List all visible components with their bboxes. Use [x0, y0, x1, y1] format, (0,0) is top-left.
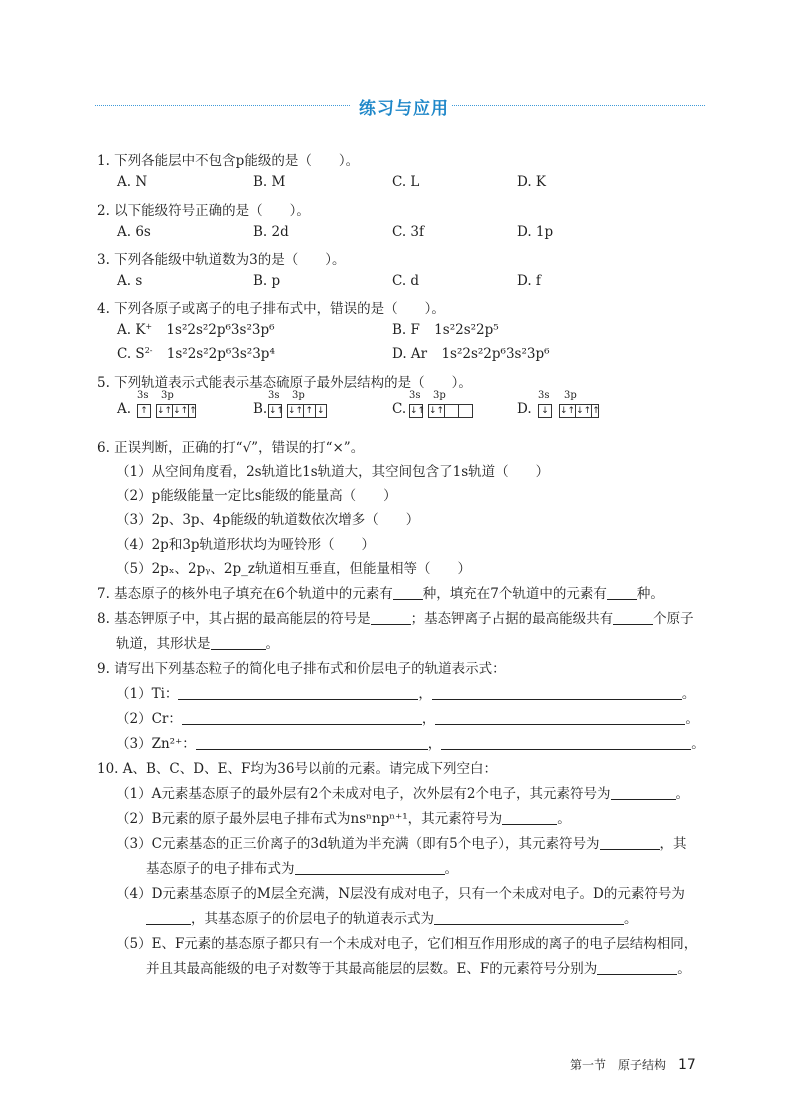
q3-option-c: C. d — [392, 273, 420, 289]
q5-a-3s-label: 3s — [137, 390, 149, 401]
q5-option-a-label: A. — [117, 401, 132, 417]
q10-item-1 — [116, 782, 689, 802]
q5-c-3s-box — [409, 404, 426, 418]
q7-text-1: 7. 基态原子的核外电子填充在6个轨道中的元素有 — [97, 586, 393, 602]
question-8-line-2 — [116, 632, 279, 652]
header-divider-left — [95, 105, 350, 106]
q7-text-2: 种，填充在7个轨道中的元素有 — [422, 586, 607, 602]
header-divider-right — [452, 105, 705, 106]
q7-text-3: 种。 — [636, 586, 664, 602]
q5-b-3p-label: 3p — [292, 390, 305, 401]
q7-blank-1 — [393, 587, 423, 600]
q5-option-b-label: B. — [253, 401, 268, 417]
question-4-stem: 4. 下列各原子或离子的电子排布式中，错误的是（ ）。 — [97, 301, 445, 317]
q9-item-2-blank-1 — [182, 712, 422, 725]
q8-blank-1 — [371, 612, 411, 625]
q9-item-2-label: （2）Cr： — [116, 711, 182, 727]
q9-item-2-comma: ， — [421, 711, 436, 727]
q10-item-5-end: 。 — [677, 961, 691, 977]
q5-c-p-orbital-1: ↓↑ — [429, 406, 445, 416]
q1-option-c: C. L — [392, 174, 420, 190]
q10-item-3-blank-1 — [600, 837, 660, 850]
q4-c-config: 1s²2s²2p⁶3s²3p⁴ — [166, 346, 275, 362]
question-3-stem: 3. 下列各能级中轨道数为3的是（ ）。 — [97, 252, 346, 268]
q6-item-1: （1）从空间角度看，2s轨道比1s轨道大，其空间包含了1s轨道（ ） — [116, 464, 550, 480]
q1-option-a: A. N — [117, 174, 148, 190]
q5-c-p-orbital-2 — [445, 405, 459, 417]
q5-c-3p-label: 3p — [433, 390, 446, 401]
section-header — [95, 94, 705, 119]
q6-item-4: （4）2p和3p轨道形状均为哑铃形（ ） — [116, 537, 376, 553]
question-10-stem: 10. A、B、C、D、E、F均为36号以前的元素。请完成下列空白： — [97, 761, 497, 777]
question-9-stem: 9. 请写出下列基态粒子的简化电子排布式和价层电子的轨道表示式： — [97, 661, 506, 677]
q8-text-5: 。 — [265, 636, 279, 652]
q9-item-3 — [116, 732, 705, 752]
q8-text-2: ；基态钾离子占据的最高能级共有 — [410, 611, 614, 627]
q4-c-charge: 2- — [144, 346, 153, 355]
q9-item-3-comma: ， — [427, 736, 442, 752]
q5-c-3s-label: 3s — [409, 390, 421, 401]
q5-c-s-orbital: ↓↑ — [410, 406, 426, 416]
q2-option-d: D. 1p — [517, 224, 554, 240]
q4-d-config: 1s²2s²2p⁶3s²3p⁶ — [441, 346, 550, 362]
q10-item-5-line-2 — [146, 957, 691, 977]
q5-b-p-orbital-2: ↑ — [304, 405, 315, 417]
q5-b-3s-box — [268, 404, 285, 418]
q4-c-label: C. S — [117, 346, 145, 362]
q10-item-2 — [116, 807, 571, 827]
q4-option-a — [117, 322, 275, 338]
q9-item-1-blank-1 — [178, 687, 418, 700]
q9-item-1 — [116, 682, 695, 702]
q4-b-config: 1s²2s²2p⁵ — [434, 322, 499, 338]
q3-option-d: D. f — [517, 273, 541, 289]
q10-item-4-end: 。 — [624, 911, 638, 927]
q5-d-3p-box — [559, 404, 599, 418]
q9-item-3-label: （3）Zn²⁺： — [116, 736, 196, 752]
q4-b-label: B. F — [392, 322, 420, 338]
q10-item-5-text-2: 并且其最高能级的电子对数等于其最高能层的层数。E、F的元素符号分别为 — [146, 961, 598, 977]
q10-item-4-line-1: （4）D元素基态原子的M层全充满，N层没有成对电子，只有一个未成对电子。D的元素符号为 — [116, 886, 685, 902]
q5-d-p-orbital-3: ↑ — [592, 406, 600, 416]
q4-a-config: 1s²2s²2p⁶3s²3p⁶ — [166, 322, 275, 338]
q4-option-b — [392, 322, 499, 338]
q10-item-3-end: 。 — [444, 861, 458, 877]
question-8-line-1 — [97, 607, 694, 627]
q9-item-2-blank-2 — [435, 712, 685, 725]
q3-option-b: B. p — [253, 273, 281, 289]
q5-d-3s-label: 3s — [538, 390, 550, 401]
q10-item-2-end: 。 — [557, 811, 571, 827]
q10-item-1-end: 。 — [675, 786, 690, 802]
q10-item-2-blank — [502, 812, 557, 825]
q5-b-3s-label: 3s — [268, 390, 280, 401]
q10-item-2-text: （2）B元素的原子最外层电子排布式为nsⁿnpⁿ⁺¹，其元素符号为 — [116, 811, 503, 827]
section-title: 练习与应用 — [359, 99, 449, 119]
q10-item-4-line-2 — [146, 907, 638, 927]
q9-item-3-end: 。 — [691, 736, 705, 752]
q10-item-3-line-2 — [146, 857, 458, 877]
q5-d-p-orbital-1: ↓↑ — [560, 406, 576, 416]
q9-item-2 — [116, 707, 699, 727]
q9-item-3-blank-1 — [196, 737, 428, 750]
question-5-stem: 5. 下列轨道表示式能表示基态硫原子最外层结构的是（ ）。 — [97, 375, 472, 391]
q10-item-3-blank-2 — [295, 862, 445, 875]
q9-item-1-comma: ， — [418, 686, 432, 702]
q10-item-3-text: （3）C元素基态的正三价离子的3d轨道为半充满（即有5个电子），其元素符号为 — [116, 836, 600, 852]
question-1-stem: 1. 下列各能层中不包含p能级的是（ ）。 — [97, 153, 360, 169]
q8-blank-2 — [613, 612, 653, 625]
q5-b-s-orbital: ↓↑ — [269, 406, 285, 416]
q8-blank-3 — [211, 637, 266, 650]
q4-a-charge: + — [145, 322, 153, 331]
q5-c-3p-box — [428, 404, 473, 418]
q5-a-s-orbital: ↑ — [140, 406, 148, 416]
q6-item-3: （3）2p、3p、4p能级的轨道数依次增多（ ） — [116, 512, 420, 528]
q10-item-4-text-2: ，其基态原子的价层电子的轨道表示式为 — [191, 911, 434, 927]
q3-option-a: A. s — [117, 273, 143, 289]
q9-item-1-blank-2 — [432, 687, 682, 700]
question-2-stem: 2. 以下能级符号正确的是（ ）。 — [97, 203, 310, 219]
q10-item-1-blank — [611, 787, 676, 800]
q4-d-label: D. Ar — [392, 346, 428, 362]
q10-item-5-blank — [597, 962, 677, 975]
q5-b-p-orbital-3: ↓ — [317, 406, 325, 416]
q5-d-3p-label: 3p — [564, 390, 577, 401]
q5-a-3p-label: 3p — [161, 390, 174, 401]
q9-item-3-blank-2 — [441, 737, 691, 750]
q1-option-b: B. M — [253, 174, 286, 190]
q10-item-4-blank-1 — [146, 912, 191, 925]
q4-option-d — [392, 346, 550, 362]
q7-blank-2 — [607, 587, 637, 600]
q10-item-4-blank-2 — [434, 912, 624, 925]
q4-a-label: A. K — [117, 322, 146, 338]
q5-a-3p-box — [156, 404, 196, 418]
q10-item-3-text-2: ，其 — [659, 836, 687, 852]
question-6-stem: 6. 正误判断，正确的打“√”，错误的打“×”。 — [97, 440, 365, 456]
page-number: 17 — [678, 1057, 696, 1073]
q2-option-a: A. 6s — [117, 224, 151, 240]
q9-item-1-end: 。 — [681, 686, 696, 702]
q5-a-p-orbital-1: ↓↑ — [157, 406, 173, 416]
q5-d-3s-box — [538, 404, 552, 418]
q1-option-d: D. K — [517, 174, 547, 190]
q5-option-d-label: D. — [517, 401, 532, 417]
q5-a-3s-box — [137, 404, 151, 418]
q8-text-4: 轨道，其形状是 — [116, 636, 211, 652]
q6-item-2: （2）p能级能量一定比s能级的能量高（ ） — [116, 488, 397, 504]
question-7 — [97, 582, 664, 602]
q10-item-3-text-3: 基态原子的电子排布式为 — [146, 861, 295, 877]
q9-item-1-label: （1）Ti： — [116, 686, 179, 702]
q9-item-2-end: 。 — [685, 711, 699, 727]
q5-d-p-orbital-2: ↓↑ — [576, 406, 592, 416]
q5-b-3p-box — [287, 404, 327, 418]
q5-d-s-orbital: ↓ — [541, 406, 549, 416]
q10-item-3-line-1 — [116, 832, 687, 852]
q10-item-1-text: （1）A元素基态原子的最外层有2个未成对电子，次外层有2个电子，其元素符号为 — [116, 786, 611, 802]
q5-c-p-orbital-3 — [459, 405, 472, 417]
footer-section: 第一节 原子结构 — [570, 1058, 667, 1072]
page-footer — [570, 1056, 696, 1073]
q6-item-5: （5）2pₓ、2pᵧ、2p_z轨道相互垂直，但能量相等（ ） — [116, 561, 471, 577]
q5-a-p-orbital-2: ↓↑ — [173, 406, 189, 416]
q4-option-c — [117, 346, 275, 362]
q5-b-p-orbital-1: ↓↑ — [288, 406, 304, 416]
q5-option-c-label: C. — [392, 401, 407, 417]
q5-a-p-orbital-3: ↑ — [189, 406, 197, 416]
q8-text-1: 8. 基态钾原子中，其占据的最高能层的符号是 — [97, 611, 371, 627]
q2-option-b: B. 2d — [253, 224, 289, 240]
q8-text-3: 个原子 — [653, 611, 694, 627]
q10-item-5-line-1: （5）E、F元素的基态原子都只有一个未成对电子，它们相互作用形成的离子的电子层结构相同， — [116, 936, 698, 952]
q2-option-c: C. 3f — [392, 224, 425, 240]
